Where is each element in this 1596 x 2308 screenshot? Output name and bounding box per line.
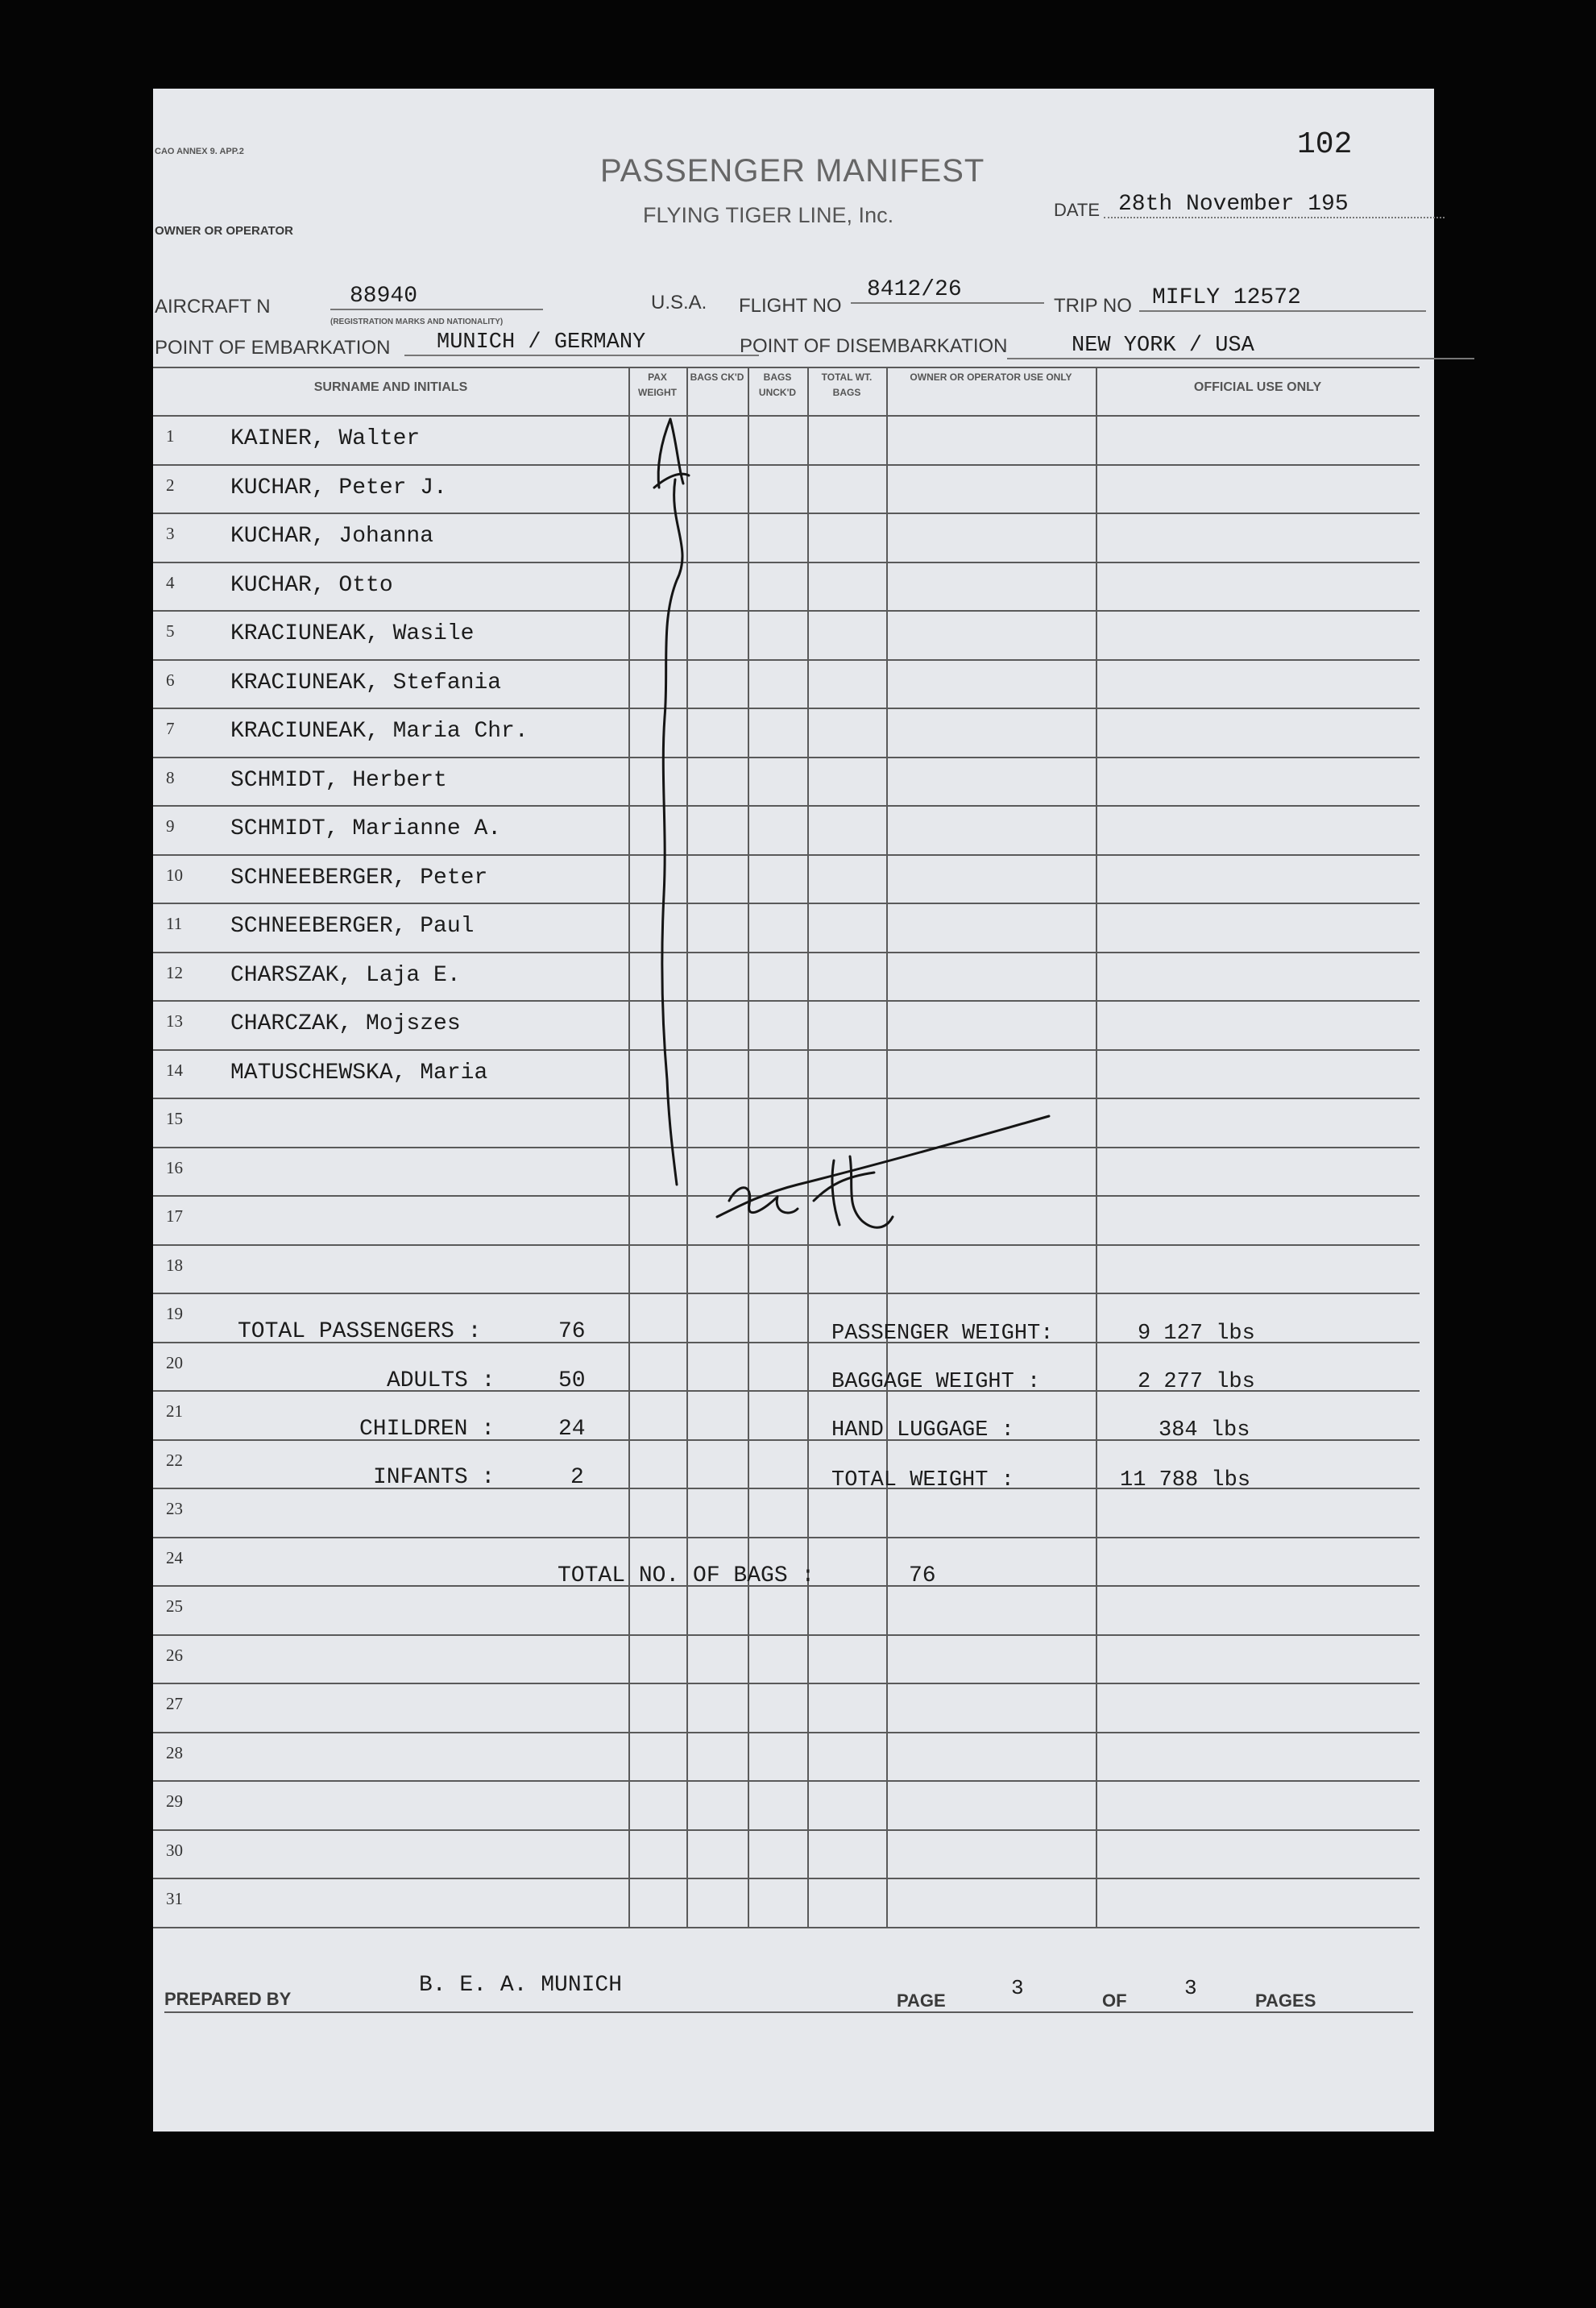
table-top-rule xyxy=(153,367,1420,368)
row-number: 25 xyxy=(166,1596,183,1616)
aircraft-value: 88940 xyxy=(330,284,543,310)
row-number: 11 xyxy=(166,914,183,933)
pages-label: PAGES xyxy=(1255,1990,1316,2011)
row-number: 7 xyxy=(166,719,175,738)
hand-luggage-label: HAND LUGGAGE : xyxy=(831,1418,1014,1442)
children-value: 24 xyxy=(558,1417,586,1442)
flight-label: FLIGHT NO xyxy=(739,295,842,317)
passenger-name: KAINER, Walter xyxy=(230,426,421,451)
pax-weight-label: PASSENGER WEIGHT: xyxy=(831,1322,1054,1346)
row-number: 20 xyxy=(166,1353,183,1372)
column-header: PAX WEIGHT xyxy=(638,372,677,398)
row-number: 1 xyxy=(166,426,175,446)
prepared-label: PREPARED BY xyxy=(164,1989,292,2009)
registration-note: (REGISTRATION MARKS AND NATIONALITY) xyxy=(330,318,504,326)
of-value: 3 xyxy=(1184,1976,1197,2000)
row-number: 2 xyxy=(166,475,175,495)
total-weight-value: 11 788 lbs xyxy=(1120,1468,1251,1492)
row-number: 27 xyxy=(166,1694,183,1713)
column-header: TOTAL WT. BAGS xyxy=(821,372,873,398)
embark-value: MUNICH / GERMANY xyxy=(404,330,759,356)
owner-label: OWNER OR OPERATOR xyxy=(155,224,293,238)
row-rule xyxy=(153,1244,1420,1246)
row-number: 22 xyxy=(166,1451,183,1470)
row-rule xyxy=(153,1537,1420,1538)
row-rule xyxy=(153,1293,1420,1294)
row-number: 21 xyxy=(166,1401,183,1421)
row-number: 3 xyxy=(166,524,175,543)
embark-label: POINT OF EMBARKATION xyxy=(155,337,391,359)
row-number: 29 xyxy=(166,1791,183,1811)
passenger-name: SCHMIDT, Herbert xyxy=(230,768,447,793)
row-number: 9 xyxy=(166,816,175,836)
passenger-name: MATUSCHEWSKA, Maria xyxy=(230,1061,488,1086)
column-header: BAGS UNCK'D xyxy=(758,372,797,398)
row-number: 10 xyxy=(166,866,183,885)
row-number: 5 xyxy=(166,621,175,641)
column-header: BAGS CK'D xyxy=(690,372,744,383)
row-number: 15 xyxy=(166,1109,183,1128)
row-rule xyxy=(153,1927,1420,1928)
passenger-name: CHARSZAK, Laja E. xyxy=(230,963,461,988)
row-number: 16 xyxy=(166,1158,183,1177)
flight-value: 8412/26 xyxy=(851,277,1044,304)
prepared-value: B. E. A. MUNICH xyxy=(419,1973,623,1998)
row-number: 23 xyxy=(166,1499,183,1518)
infants-label: INFANTS : xyxy=(373,1465,495,1490)
column-header: OFFICIAL USE ONLY xyxy=(1193,380,1322,394)
baggage-weight-value: 2 277 lbs xyxy=(1138,1370,1255,1394)
infants-value: 2 xyxy=(570,1465,584,1490)
passenger-name: KUCHAR, Peter J. xyxy=(230,475,447,500)
passenger-name: SCHNEEBERGER, Paul xyxy=(230,914,475,939)
passenger-name: KUCHAR, Otto xyxy=(230,573,393,598)
passenger-name: SCHNEEBERGER, Peter xyxy=(230,866,488,890)
row-rule xyxy=(153,1780,1420,1782)
row-number: 6 xyxy=(166,670,175,690)
row-number: 14 xyxy=(166,1061,183,1080)
handwritten-signature xyxy=(556,411,1055,1241)
row-number: 19 xyxy=(166,1304,183,1323)
row-number: 30 xyxy=(166,1841,183,1860)
passenger-name: SCHMIDT, Marianne A. xyxy=(230,816,502,841)
trip-label: TRIP NO xyxy=(1054,295,1132,317)
usa-label: U.S.A. xyxy=(651,292,707,313)
total-bags-label: TOTAL NO. OF BAGS : xyxy=(558,1563,815,1588)
passenger-name: KRACIUNEAK, Wasile xyxy=(230,621,475,646)
manifest-title: PASSENGER MANIFEST xyxy=(600,153,985,189)
passenger-name: KRACIUNEAK, Stefania xyxy=(230,670,502,695)
operator-name: FLYING TIGER LINE, Inc. xyxy=(643,203,894,227)
row-number: 31 xyxy=(166,1889,183,1908)
total-bags-value: 76 xyxy=(909,1563,936,1588)
annex-label: CAO ANNEX 9. APP.2 xyxy=(155,147,244,156)
passenger-name: KUCHAR, Johanna xyxy=(230,524,434,549)
total-weight-label: TOTAL WEIGHT : xyxy=(831,1468,1014,1492)
date-value: 28th November 195 xyxy=(1104,192,1445,218)
page-number: 102 xyxy=(1297,127,1353,162)
column-header: SURNAME AND INITIALS xyxy=(313,380,468,394)
hand-luggage-value: 384 lbs xyxy=(1159,1418,1250,1442)
baggage-weight-label: BAGGAGE WEIGHT : xyxy=(831,1370,1041,1394)
row-number: 12 xyxy=(166,963,183,982)
pax-weight-value: 9 127 lbs xyxy=(1138,1322,1255,1346)
page-label: PAGE xyxy=(897,1990,946,2011)
passenger-name: KRACIUNEAK, Maria Chr. xyxy=(230,719,529,744)
row-number: 26 xyxy=(166,1646,183,1665)
row-number: 17 xyxy=(166,1206,183,1226)
adults-label: ADULTS : xyxy=(387,1368,495,1393)
page-value: 3 xyxy=(1011,1976,1024,2000)
column-header: OWNER OR OPERATOR USE ONLY xyxy=(910,372,1072,383)
row-rule xyxy=(153,1683,1420,1684)
adults-value: 50 xyxy=(558,1368,586,1393)
children-label: CHILDREN : xyxy=(359,1417,495,1442)
row-rule xyxy=(153,1878,1420,1879)
disembark-value: NEW YORK / USA xyxy=(1007,334,1474,359)
passenger-name: CHARCZAK, Mojszes xyxy=(230,1011,461,1036)
trip-value: MIFLY 12572 xyxy=(1139,285,1426,312)
manifest-sheet xyxy=(153,89,1434,2132)
of-label: OF xyxy=(1102,1990,1127,2011)
row-number: 28 xyxy=(166,1743,183,1762)
row-rule xyxy=(153,1829,1420,1831)
disembark-label: POINT OF DISEMBARKATION xyxy=(740,335,1008,357)
row-number: 18 xyxy=(166,1256,183,1275)
total-passengers-value: 76 xyxy=(558,1319,586,1344)
row-number: 24 xyxy=(166,1548,183,1567)
row-rule xyxy=(153,1732,1420,1733)
row-number: 13 xyxy=(166,1011,183,1031)
row-rule xyxy=(153,1634,1420,1636)
row-number: 4 xyxy=(166,573,175,592)
total-passengers-label: TOTAL PASSENGERS : xyxy=(238,1319,482,1344)
aircraft-label: AIRCRAFT N xyxy=(155,296,271,318)
date-label: DATE xyxy=(1054,200,1101,220)
row-number: 8 xyxy=(166,768,175,787)
